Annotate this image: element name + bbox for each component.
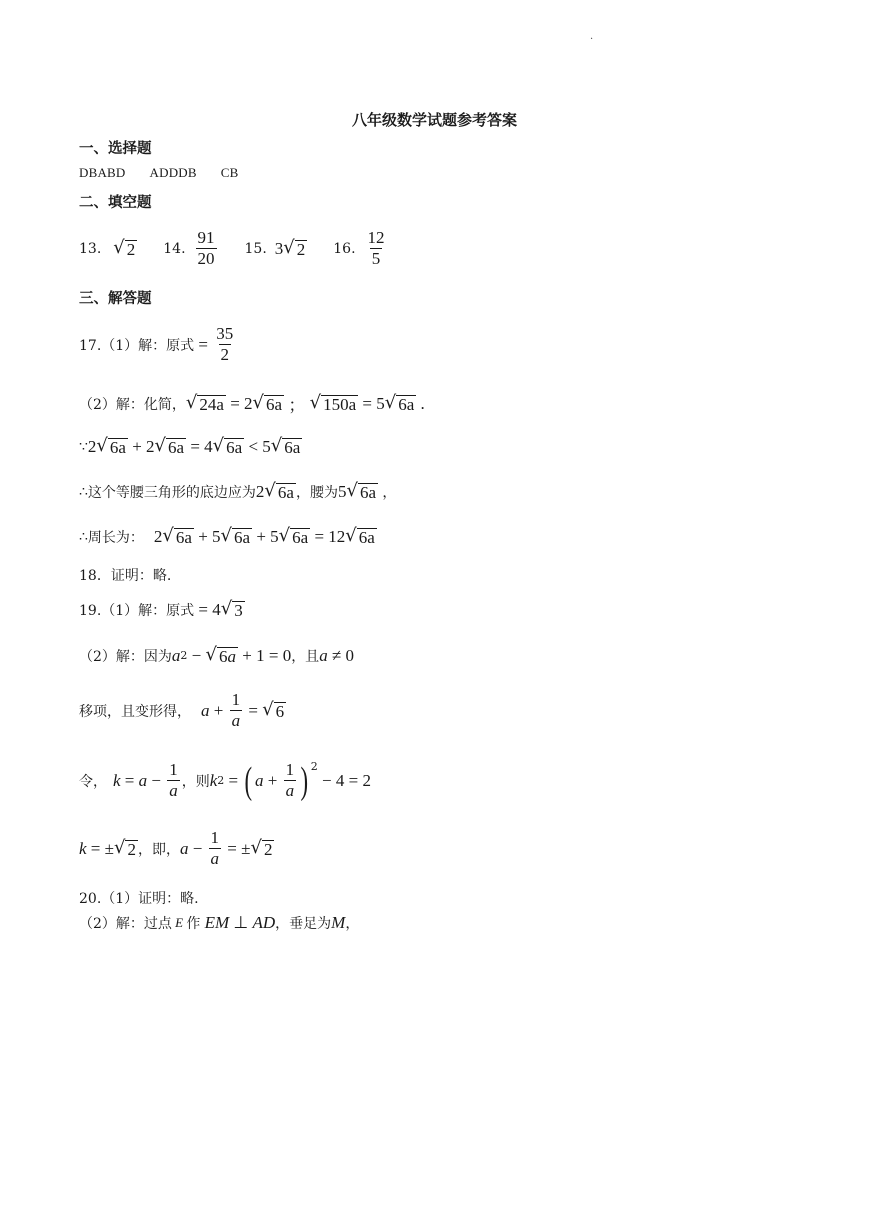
section-answer: 三、解答题 [79,290,152,307]
q19-let-text: 令， [79,773,107,790]
q19-ie: ，即， [137,841,180,858]
q20-part1: 20.（1）证明：略. [79,891,199,907]
q20-make: 作 [186,916,201,932]
q18-text: 18．证明：略. [79,568,172,584]
q17-therefore-base: ∴ 这个等腰三角形的底边应为 2 √ 6a ，腰为 5 √ 6a ， [79,480,397,502]
q19-move: 移项，且变形得， a + $\frac{1}{a}$ = √ 6 [79,690,285,730]
q20-foot: ，垂足为 [275,916,332,932]
q19-p1-label: 19.（1）解：原式 [79,602,195,619]
q14-label: 14. [163,240,186,257]
section-choice: 一、选择题 [79,140,152,157]
q17-p1-label: 17.（1）解：原式 [79,337,195,354]
q17-because-line: ∵ 2 √ 6a + 2 √ 6a = 4 √ 6a < 5 √ 6a [79,435,301,457]
section-fill: 二、填空题 [79,194,152,211]
fill-answers [79,228,389,269]
q19-and: ，且 [291,648,320,665]
choice-group-3: CB [220,165,239,180]
q16-fraction: $\frac{12}{5}$ [367,228,385,268]
q19-part2: （2）解：因为 a 2 − √ 6a + 1 = 0 ，且 a ≠ 0 [79,644,355,666]
q20-p2-label: （2）解：过点 [79,916,172,932]
q17-perimeter-text: 周长为： [87,529,144,546]
choice-answers [79,165,239,181]
q17-perimeter: ∴ 周长为： 2 √ 6a + 5 √ 6a + 5 √ 6a = 12 √ 6a [79,525,375,547]
q17-part2: （2）解：化简， √ 24a = 2 √ 6a ； √ 150a = 5 √ 6a . [79,392,425,415]
therefore-symbol: ∴ [79,528,88,545]
q13-sqrt: √ 2 [113,237,136,259]
q19-part1: 19.（1）解：原式 = 4 √ 3 [79,598,243,620]
q15-coef: 3 [274,238,284,258]
therefore-symbol: ∴ [79,483,88,500]
q13-label: 13. [79,240,102,257]
q15-label: 15. [244,240,267,257]
q19-p2-label: （2）解：因为 [79,648,172,665]
page-title: 八年级数学试题参考答案 [351,111,517,129]
q14-fraction: $\frac{91}{20}$ [197,228,215,268]
q16-label: 16. [333,240,356,257]
q17-p2-label: （2）解：化简， [79,396,186,413]
q19-then: ，则 [181,773,210,790]
q17-leg-text: ，腰为 [295,484,338,501]
q17-base-text: 这个等腰三角形的底边应为 [87,484,256,501]
q19-let: 令， k = a − $\frac{1}{a}$ ，则 k 2 = ( a + $\frac{1}{a}$ ) $^2$ − 4 = 2 [79,759,371,802]
q19-move-text: 移项，且变形得， [79,703,191,720]
q17-part1: 17.（1）解：原式 = $\frac{35}{2}$ [79,324,234,364]
q19-result: k = ± √ 2 ，即， a − $\frac{1}{a}$ = ± √ 2 [79,828,273,868]
because-symbol: ∵ [79,438,88,455]
q17-p1-fraction: $\frac{35}{2}$ [216,324,234,364]
choice-group-1: DBABD [79,165,126,180]
dot-mark: · [590,34,594,45]
q15-sqrt: √ 2 [283,237,306,259]
choice-group-2: ADDDB [149,165,197,180]
q20-part2: （2）解：过点 E 作 EM ⊥ AD ，垂足为 M ， [79,913,360,932]
